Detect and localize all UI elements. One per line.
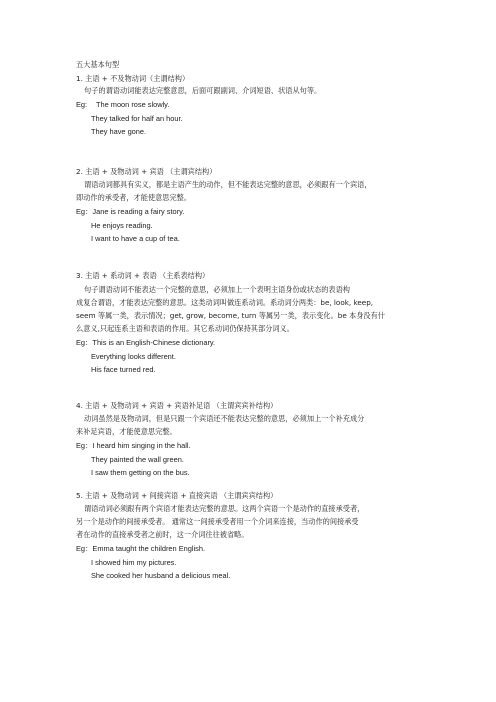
section-3-example-2: Everything looks different. xyxy=(91,352,176,361)
section-3-example-1: Eg：This is an English-Chinese dictionary. xyxy=(76,338,216,347)
section-2-description-line-2: 即动作的承受者，才能使意思完整。 xyxy=(76,193,192,202)
section-3-description-line-1: 句子谓语动词不能表达一个完整的意思，必须加上一个表明主语身份或状态的表语构 xyxy=(84,285,350,294)
section-2-example-1: Eg：Jane is reading a fairy story. xyxy=(76,207,185,216)
section-5-example-2: I showed him my pictures. xyxy=(91,558,177,567)
section-4-heading: 4. 主语 + 及物动词 + 宾语 + 宾语补足语 （主谓宾宾补结构） xyxy=(76,401,278,410)
section-5-example-3: She cooked her husband a delicious meal. xyxy=(91,571,231,580)
section-2-heading: 2. 主语 + 及物动词 + 宾语 （主谓宾结构） xyxy=(76,167,217,176)
section-4-description-line-1: 动词虽然是及物动词，但是只跟一个宾语还不能表达完整的意思，必须加上一个补充成分 xyxy=(84,414,365,423)
section-3-heading: 3. 主语 + 系动词 + 表语 （主系表结构） xyxy=(76,271,210,280)
section-2-example-2: He enjoys reading. xyxy=(91,221,153,230)
section-1-heading: 1. 主语 + 不及物动词（主谓结构） xyxy=(76,74,190,83)
section-3-description-line-4: 么意义,只起连系主语和表语的作用。其它系动词仍保持其部分词义。 xyxy=(76,324,294,333)
section-2-example-3: I want to have a cup of tea. xyxy=(91,234,180,243)
section-4-example-2: They painted the wall green. xyxy=(91,455,184,464)
section-1-example-2: They talked for half an hour. xyxy=(91,114,183,123)
section-2-description-line-1: 谓语动词都具有实义，都是主语产生的动作，但不能表达完整的意思，必须跟有一个宾语， xyxy=(84,180,372,189)
section-5-example-1: Eg：Emma taught the children English. xyxy=(76,544,205,553)
section-1-eg-label: Eg: xyxy=(76,100,88,109)
section-1-example-3: They have gone. xyxy=(91,127,147,136)
section-3-example-3: His face turned red. xyxy=(91,365,156,374)
section-3-description-line-3: seem 等属一类，表示情况；get, grow, become, turn 等属另一类，表示变化。be 本身没有什 xyxy=(76,311,385,320)
section-5-description-line-3: 者在动作的直接承受者之前时，这一介词往往被省略。 xyxy=(76,530,249,539)
section-5-heading: 5. 主语 + 及物动词 + 间接宾语 + 直接宾语 （主谓宾宾结构） xyxy=(76,491,278,500)
section-4-description-line-2: 来补足宾语，才能使意思完整。 xyxy=(76,427,177,436)
section-3-description-line-2: 成复合谓语，才能表达完整的意思。这类动词叫做连系动词。系动词分两类：be, look, keep, xyxy=(76,298,374,307)
section-5-description-line-1: 谓语动词必须跟有两个宾语才能表达完整的意思。这两个宾语一个是动作的直接承受者， xyxy=(84,504,365,513)
section-1-example-1: The moon rose slowly. xyxy=(96,100,170,109)
section-4-example-1: Eg：I heard him singing in the hall. xyxy=(76,441,191,450)
document-title: 五大基本句型 xyxy=(76,60,120,69)
section-5-description-line-2: 另一个是动作的间接承受者。 通常这一间接承受者用一个介词来连接，当动作的间接承受 xyxy=(76,517,359,526)
section-4-example-3: I saw them getting on the bus. xyxy=(91,468,190,477)
section-1-description: 句子的谓语动词能表达完整意思，后面可跟副词、介词短语、状语从句等。 xyxy=(84,86,322,95)
